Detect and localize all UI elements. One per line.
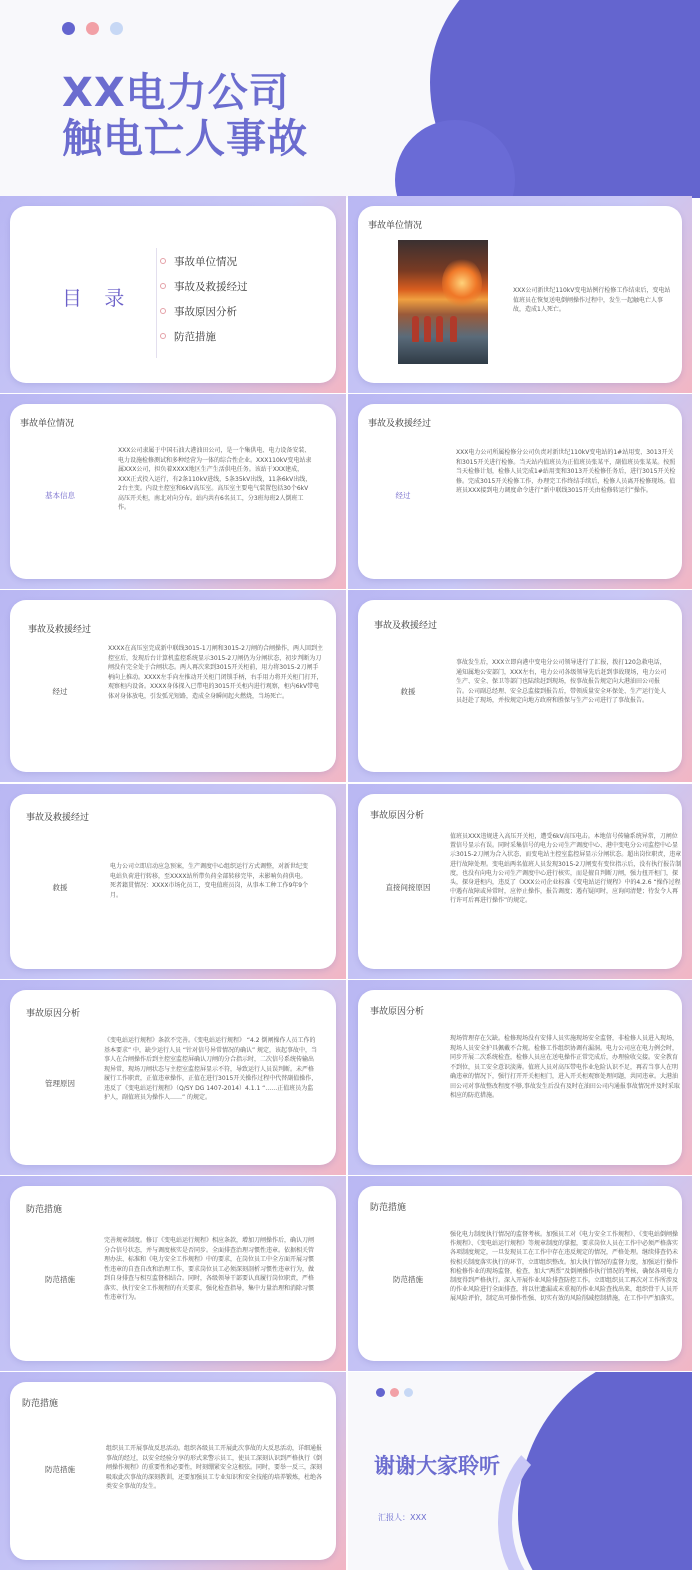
slide-body: XXXX在高压室完成新中联线3015-1刀闸和3015-2刀闸的合闸操作，两人回到主控室后，发现后台计算机监控系统显示3015-2刀闸仍为分闸状态，初步判断为刀闸没有完全处于合闸状态。两人再次来到3015开关柜前，用力将3015-2刀闸手柄向上推动。XXXX左手向左推动开关柜门闭锁手柄，右手用力将开关柜门打开，观察柜内设备。XXXX身体探入已带电的3015开关柜内进行观察，柜内6kV带电体对身体放电，引发弧光短路，造成全身瞬间起火燃烧，当场死亡。 [108,645,323,700]
section-label: 经过 [395,491,411,500]
firefighter-figure [424,316,431,342]
slide-body: 完善规章制度。修订《变电站运行规程》相应条款，增加刀闸操作后，确认刀闸分合信号状态，并与调度核实是否同步。全面排查治理习惯性违章。依据相关管理办法、标准和《电力安全工作规程》中的要求，在岗位员工中全方面开展习惯性违章的自查自改和治理工作，要求岗位员工必须深刻剖析习惯性违章行为，做到自身排查与相互监督相结合。同时，各级领导干部要认真履行岗位职责，严格落实、执行安全工作规程的有关要求，强化检查指导，集中力量治理和消除习惯性违章行为。 [104,1237,315,1301]
toc-card [10,206,336,383]
slide-heading: 事故原因分析 [26,1009,81,1019]
slide-card [358,794,682,969]
decor-dot [86,22,99,35]
slide-body: 《变电站运行规程》条款不完善。《变电站运行规程》 “4.2 倒闸操作人员工作的基本要求” 中，缺少运行人员 “针对信号异常情况的确认” 规定，该起事故中，当事人在合闸操作后到主控室监控屏确认刀闸的分合指示时，二次信号系统传输出现异常，现场刀闸状态与主控室监控屏显示不符，导致运行人员误判断。未严格履行工作职责，正值违章操作，正值在进行3015开关操作过程中代替副值操作，违反了《变电站运行规程》（Q/SY DG 1407-2014）4.1.1 “……正值班员为监护人，副值班员为操作人……” 的规定。 [104,1037,318,1101]
bullet-icon [160,283,166,289]
slide-cause-other [348,980,692,1175]
slide-process [348,394,692,589]
bullet-icon [160,258,166,264]
toc-item[interactable]: 事故原因分析 [160,304,237,319]
slide-prevention-1 [0,1176,346,1371]
bullet-icon [160,333,166,339]
slide-card [358,990,682,1165]
slide-body: XXX电力公司所属检修分公司负责对新世纪110kV变电站的1#站用变、3013开关和3015开关进行检修。当天站内值班员为正值班员张某平，副值班员张某某。按照当天检修计划，检修人员完成1#站用变和3013开关检修任务后，进行3015开关检修。完成3015开关检修工作，办理完工作终结手续后，检修人员离开检修现场。值班员XXX接到电力调度命令进行“新中联线3015开关由检修转运行”操作。 [456,449,676,494]
decor-dot [404,1388,413,1397]
toc-slide [0,196,346,393]
section-label: 管理原因 [45,1079,75,1088]
decor-dot [376,1388,385,1397]
slide-cause-management [0,980,346,1175]
toc-item[interactable]: 事故及救援经过 [160,279,248,294]
slide-heading: 事故及救援经过 [368,419,432,429]
slide-rescue-2 [0,784,346,979]
section-label: 直接间接原因 [385,883,431,892]
slide-card [10,404,336,579]
section-label: 防范措施 [393,1275,423,1284]
slide-body: 电力公司立即启动应急预案，生产调度中心组织运行方式调整，对新世纪变电站负荷进行转移，至XXXX站所带负荷全部转移完毕，未影响负荷供电。死者籍贯情况：XXXX市场化员工，变电值班员岗，从事本工种工作9年9个月。 [110,863,309,899]
decor-dot [62,22,75,35]
slide-body: 事故发生后，XXX立即向港中变电分公司领导进行了汇报，拨打120急救电话，通知属地公安部门，XXX左右，电力公司各级领导先后赶到事故现场，电力公司生产、安全、保卫等部门也陆续赶到现场，按事故报告规定向大港油田公司报告。公司副总经理、安全总监接到报告后，带领质量安全环保处、生产运行处人员赶赴了现场，并按规定向地方政府和胜保与生产公司进行了事故报告。 [456,659,667,704]
slide-card [10,794,336,969]
ending-slide [348,1372,692,1570]
slide-heading: 事故原因分析 [370,1007,425,1017]
section-label: 经过 [52,687,68,696]
firefighter-figure [450,316,457,342]
ending-title: 谢谢大家聆听 [374,1454,500,1478]
slide-rescue [348,590,692,782]
reporter-label: 汇报人：XXX [378,1513,427,1522]
slide-heading: 防范措施 [370,1203,407,1213]
slide-heading: 事故原因分析 [370,811,425,821]
slide-basic-info [0,394,346,589]
slide-process-2 [0,590,346,782]
slide-card [10,600,336,772]
firefighter-figure [436,316,443,342]
bullet-icon [160,308,166,314]
slide-card [358,206,682,383]
firefighter-figure [412,316,419,342]
toc-divider [156,248,157,358]
slide-prevention-3 [0,1372,346,1570]
section-label: 救援 [400,687,416,696]
slide-body: 值班员XXX违规进入高压开关柜，遭受6kV高压电击。本地信号传输系统异常，刀闸位置信号显示有误。同时采集信号的电力公司生产调度中心、港中变电分公司监控中心显示3015-2刀闸为合入状态，而变电站主控室监控屏显示分闸状态。超出岗位职责，违章进行故障处理。变电站两名值班人员发现3015-2刀闸变有变位指示后，没有执行报告制度，也没有向电力公司生产调度中心进行核实，而是擅自判断刀闸，强力扭开柜门，探头，探身进柜内，违反了《XXX公司企业标准《变电站运行规程》中的4.2.6 “操作过程中遇有故障或异常时，应停止操作，报告调度；遇有疑问时，应询问清楚；待发令人再行许可后再进行操作”的规定。 [450,833,682,905]
fire-flame [442,258,482,308]
cover-title [62,70,308,162]
slide-card [358,600,682,772]
slide-body: 组织员工开展事故反思活动。组织各级员工开展此次事故的大反思活动，详细通报事故的经过，以安全经验分享的形式来警示员工，使员工深刻认识到严格执行《倒闸操作规程》的重要性和必要性，时刻绷紧安全这根弦。同时，要举一反三，深刻吸取此次事故的深刻教训，还要加强员工专业知识和安全技能的培养锻炼，杜绝各类安全事故的发生。 [106,1445,323,1490]
slide-body: 现场管理存在欠缺。检修现场没有安排人员实施现场安全监督，非检修人员进入现场，现场人员安全护具佩戴不合规。检修工作组织协调有漏洞。电力公司应在电力例会时，同步开展二次系统检查，检修人员应在送电操作正常完成后，办理验收交接。安全教育不到位，员工安全意识淡薄。值班人员对高压带电作业危险认识不足，再若当事人在明确违章的情况下，强行打开开关柜柜门，进入开关柜观察处理问题，共同违章。大港油田公司对事故整改程度不够,事故发生后没有及时在油田公司内通报事故情况并及时采取相应的防范措施。 [450,1035,680,1099]
slide-prevention-2 [348,1176,692,1371]
slide-card [358,404,682,579]
slide-heading: 防范措施 [22,1399,59,1409]
section-label: 基本信息 [45,491,75,500]
slide-unit-overview [348,196,692,393]
slide-card [10,990,336,1165]
slide-card [10,1382,336,1560]
slide-card [10,1186,336,1361]
slide-heading: 事故及救援经过 [26,813,90,823]
decor-dot [110,22,123,35]
toc-item[interactable]: 防范措施 [160,329,216,344]
slide-cause-direct [348,784,692,979]
toc-item[interactable]: 事故单位情况 [160,254,237,269]
fire-scene-photo [398,240,488,364]
decor-dot [390,1388,399,1397]
slide-heading: 事故及救援经过 [28,625,92,635]
slide-heading: 事故单位情况 [368,221,423,231]
section-label: 防范措施 [45,1465,75,1474]
section-label: 救援 [52,883,68,892]
slide-body: XXX公司新世纪110kV变电站例行检修工作结束后，变电站值班员在恢复送电倒闸操作过程中，发生一起触电亡人事故，造成1人死亡。 [513,287,671,313]
section-label: 防范措施 [45,1275,75,1284]
slide-heading: 事故及救援经过 [374,621,438,631]
toc-title: 目 录 [62,286,133,310]
cover-title-line2: 触电亡人事故 [62,116,308,162]
slide-heading: 事故单位情况 [20,419,75,429]
slide-body: XXX公司隶属于中国石油大港油田公司，是一个集供电、电力设备安装、电力设施检修测试和多种经营为一体的综合性企业。XXX110kV变电站隶属XXX公司，担负着XXXX地区生产生活供电任务。该站于XXX建成，XXX正式投入运行，有2条110kV进线，5条35kV出线，11条6kV出线，2台主变。内设主控室和6kV高压室。高压室主要电气装置包括30个6kV高压开关柜，南北对向分布。站内共有6名员工，分3班每班2人倒班工作。 [118,447,312,511]
slide-body: 强化电力制度执行情况的监督考核。加强员工对《电力安全工作规程》、《变电站倒闸操作规程》、《变电站运行规程》等规章制度的掌握，要求岗位人员在工作中必须严格落实各项制度规定，一旦发现员工在工作中存在违反规定的情况，严格处理。继续排查仍未按相关制度落实执行的环节，立即组织整改。加大执行情况的监督力度，加强运行操作和检修作业的现场监督，检查，加大“两票”及倒闸操作执行情况的考核，确保各项电力制度得到严格执行。深入开展作业风险排查防控工作。立即组织员工再次对工作所涉及的作业风险进行全面排查，将以往遗漏或未重视的作业风险查找出来，组织骨干人员开展风险评价，制定出可操作性强、切实有效的风险削减控制措施，在工作中严加落实。 [450,1231,679,1303]
cover-title-line1: XX电力公司 [62,70,290,116]
slide-heading: 防范措施 [26,1205,63,1215]
slide-card [358,1186,682,1361]
cover-slide [0,0,700,198]
